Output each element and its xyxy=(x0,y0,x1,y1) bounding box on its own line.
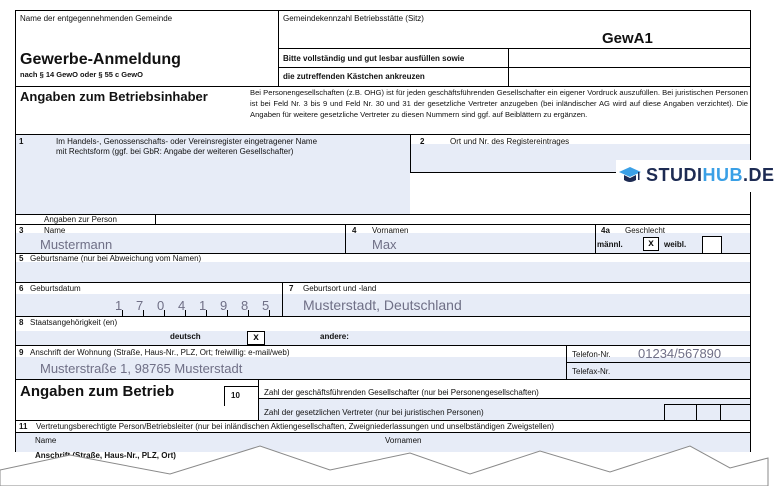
field-5-number: 5 xyxy=(19,254,24,263)
kennzahl-label: Gemeindekennzahl Betriebsstätte (Sitz) xyxy=(283,14,424,23)
inhaber-note: Bei Personengesellschaften (z.B. OHG) ist für jeden geschäftsführenden Gesellschafter ein eigener Vordruck auszufüllen. Bei juristischen Personen ist bei Feld Nr. 3 bis 9 und Feld Nr. 30 und 31 der gesetzliche Vertreter anzugeben (bei inländischer AG wird auf diese Angaben verzichtet). Die Angaben für weitere gesetzliche Vertreter zu diesen Nummern sind ggf. auf Beiblättern zu ergänzen. xyxy=(250,88,748,119)
birthdate-digit: 5 xyxy=(262,298,270,313)
deutsch-checkbox[interactable]: x xyxy=(247,331,265,345)
field-11-name-label: Name xyxy=(35,436,57,445)
name-input[interactable]: Mustermann xyxy=(40,237,113,252)
field-8-label: Staatsangehörigkeit (en) xyxy=(30,318,118,327)
field-2-label: Ort und Nr. des Registereintrages xyxy=(450,137,570,146)
field-10-label-2: Zahl der gesetzlichen Vertreter (nur bei juristischen Personen) xyxy=(264,408,484,417)
field-4-label: Vornamen xyxy=(372,226,409,235)
fax-label: Telefax-Nr. xyxy=(572,367,611,376)
field-6-label: Geburtsdatum xyxy=(30,284,81,293)
field-2-number: 2 xyxy=(420,137,425,146)
instruction-1: Bitte vollständig und gut lesbar ausfüllen sowie xyxy=(283,54,465,63)
field-4a-number: 4a xyxy=(601,226,610,235)
field-10-label-1: Zahl der geschäftsführenden Gesellschafter (nur bei Personengesellschaften) xyxy=(264,388,539,397)
field-11-anschrift-label: Anschrift (Straße, Haus-Nr., PLZ, Ort) xyxy=(35,451,176,460)
field-5-label: Geburtsname (nur bei Abweichung vom Namen) xyxy=(30,254,202,263)
field-1-number: 1 xyxy=(19,137,24,146)
form-code: GewA1 xyxy=(602,30,653,47)
birthdate-digit: 9 xyxy=(220,298,228,313)
address-input[interactable]: Musterstraße 1, 98765 Musterstadt xyxy=(40,361,243,376)
watermark-text-1: STUDI xyxy=(646,165,703,185)
field-9-number: 9 xyxy=(19,348,24,357)
birthdate-digit: 4 xyxy=(178,298,186,313)
form-subtitle: nach § 14 GewO oder § 55 c GewO xyxy=(20,70,143,79)
section-heading-inhaber: Angaben zum Betriebsinhaber xyxy=(20,89,208,104)
field-9-label: Anschrift der Wohnung (Straße, Haus-Nr., PLZ, Ort; freiwillig: e-mail/web) xyxy=(30,348,290,357)
field-3-number: 3 xyxy=(19,226,24,235)
instruction-2: die zutreffenden Kästchen ankreuzen xyxy=(283,72,425,81)
field-7-number: 7 xyxy=(289,284,294,293)
deutsch-label: deutsch xyxy=(170,332,201,341)
female-label: weibl. xyxy=(664,240,687,249)
field-11-vorname-label: Vornamen xyxy=(385,436,422,445)
birthdate-digit: 7 xyxy=(136,298,144,313)
form-title: Gewerbe-Anmeldung xyxy=(20,51,181,68)
field-6-number: 6 xyxy=(19,284,24,293)
field-1-label-2: mit Rechtsform (ggf. bei GbR: Angabe der weiteren Gesellschafter) xyxy=(56,147,294,156)
field-4a-label: Geschlecht xyxy=(625,226,666,235)
section-heading-betrieb: Angaben zum Betrieb xyxy=(20,383,175,400)
birthdate-digit: 1 xyxy=(199,298,207,313)
birthdate-digit: 0 xyxy=(157,298,165,313)
field-4-number: 4 xyxy=(352,226,357,235)
male-checkbox[interactable]: x xyxy=(643,237,659,251)
field-11-label: Vertretungsberechtigte Person/Betriebsleiter (nur bei inländischen Aktiengesellschaften, Zweigniederlassungen und unselbständigen Zweigstellen) xyxy=(36,422,555,431)
field-1-label-1: Im Handels-, Genossenschafts- oder Vereinsregister eingetragener Name xyxy=(56,137,318,146)
gemeinde-label: Name der entgegennehmenden Gemeinde xyxy=(20,14,173,23)
field-10-number: 10 xyxy=(231,391,240,400)
firstname-input[interactable]: Max xyxy=(372,237,397,252)
male-label: männl. xyxy=(597,240,623,249)
birthdate-digit: 8 xyxy=(241,298,249,313)
watermark-text-3: .DE xyxy=(743,165,775,185)
field-3-label: Name xyxy=(44,226,66,235)
phone-label: Telefon-Nr. xyxy=(572,350,611,359)
field-11-number: 11 xyxy=(19,422,28,431)
field-7-label: Geburtsort und -land xyxy=(303,284,377,293)
watermark-text-2: HUB xyxy=(702,165,743,185)
andere-label: andere: xyxy=(320,332,349,341)
person-label: Angaben zur Person xyxy=(44,215,117,224)
birthplace-input[interactable]: Musterstadt, Deutschland xyxy=(303,297,462,313)
birthdate-digit: 1 xyxy=(115,298,123,313)
field-8-number: 8 xyxy=(19,318,24,327)
phone-input[interactable]: 01234/567890 xyxy=(638,346,722,361)
